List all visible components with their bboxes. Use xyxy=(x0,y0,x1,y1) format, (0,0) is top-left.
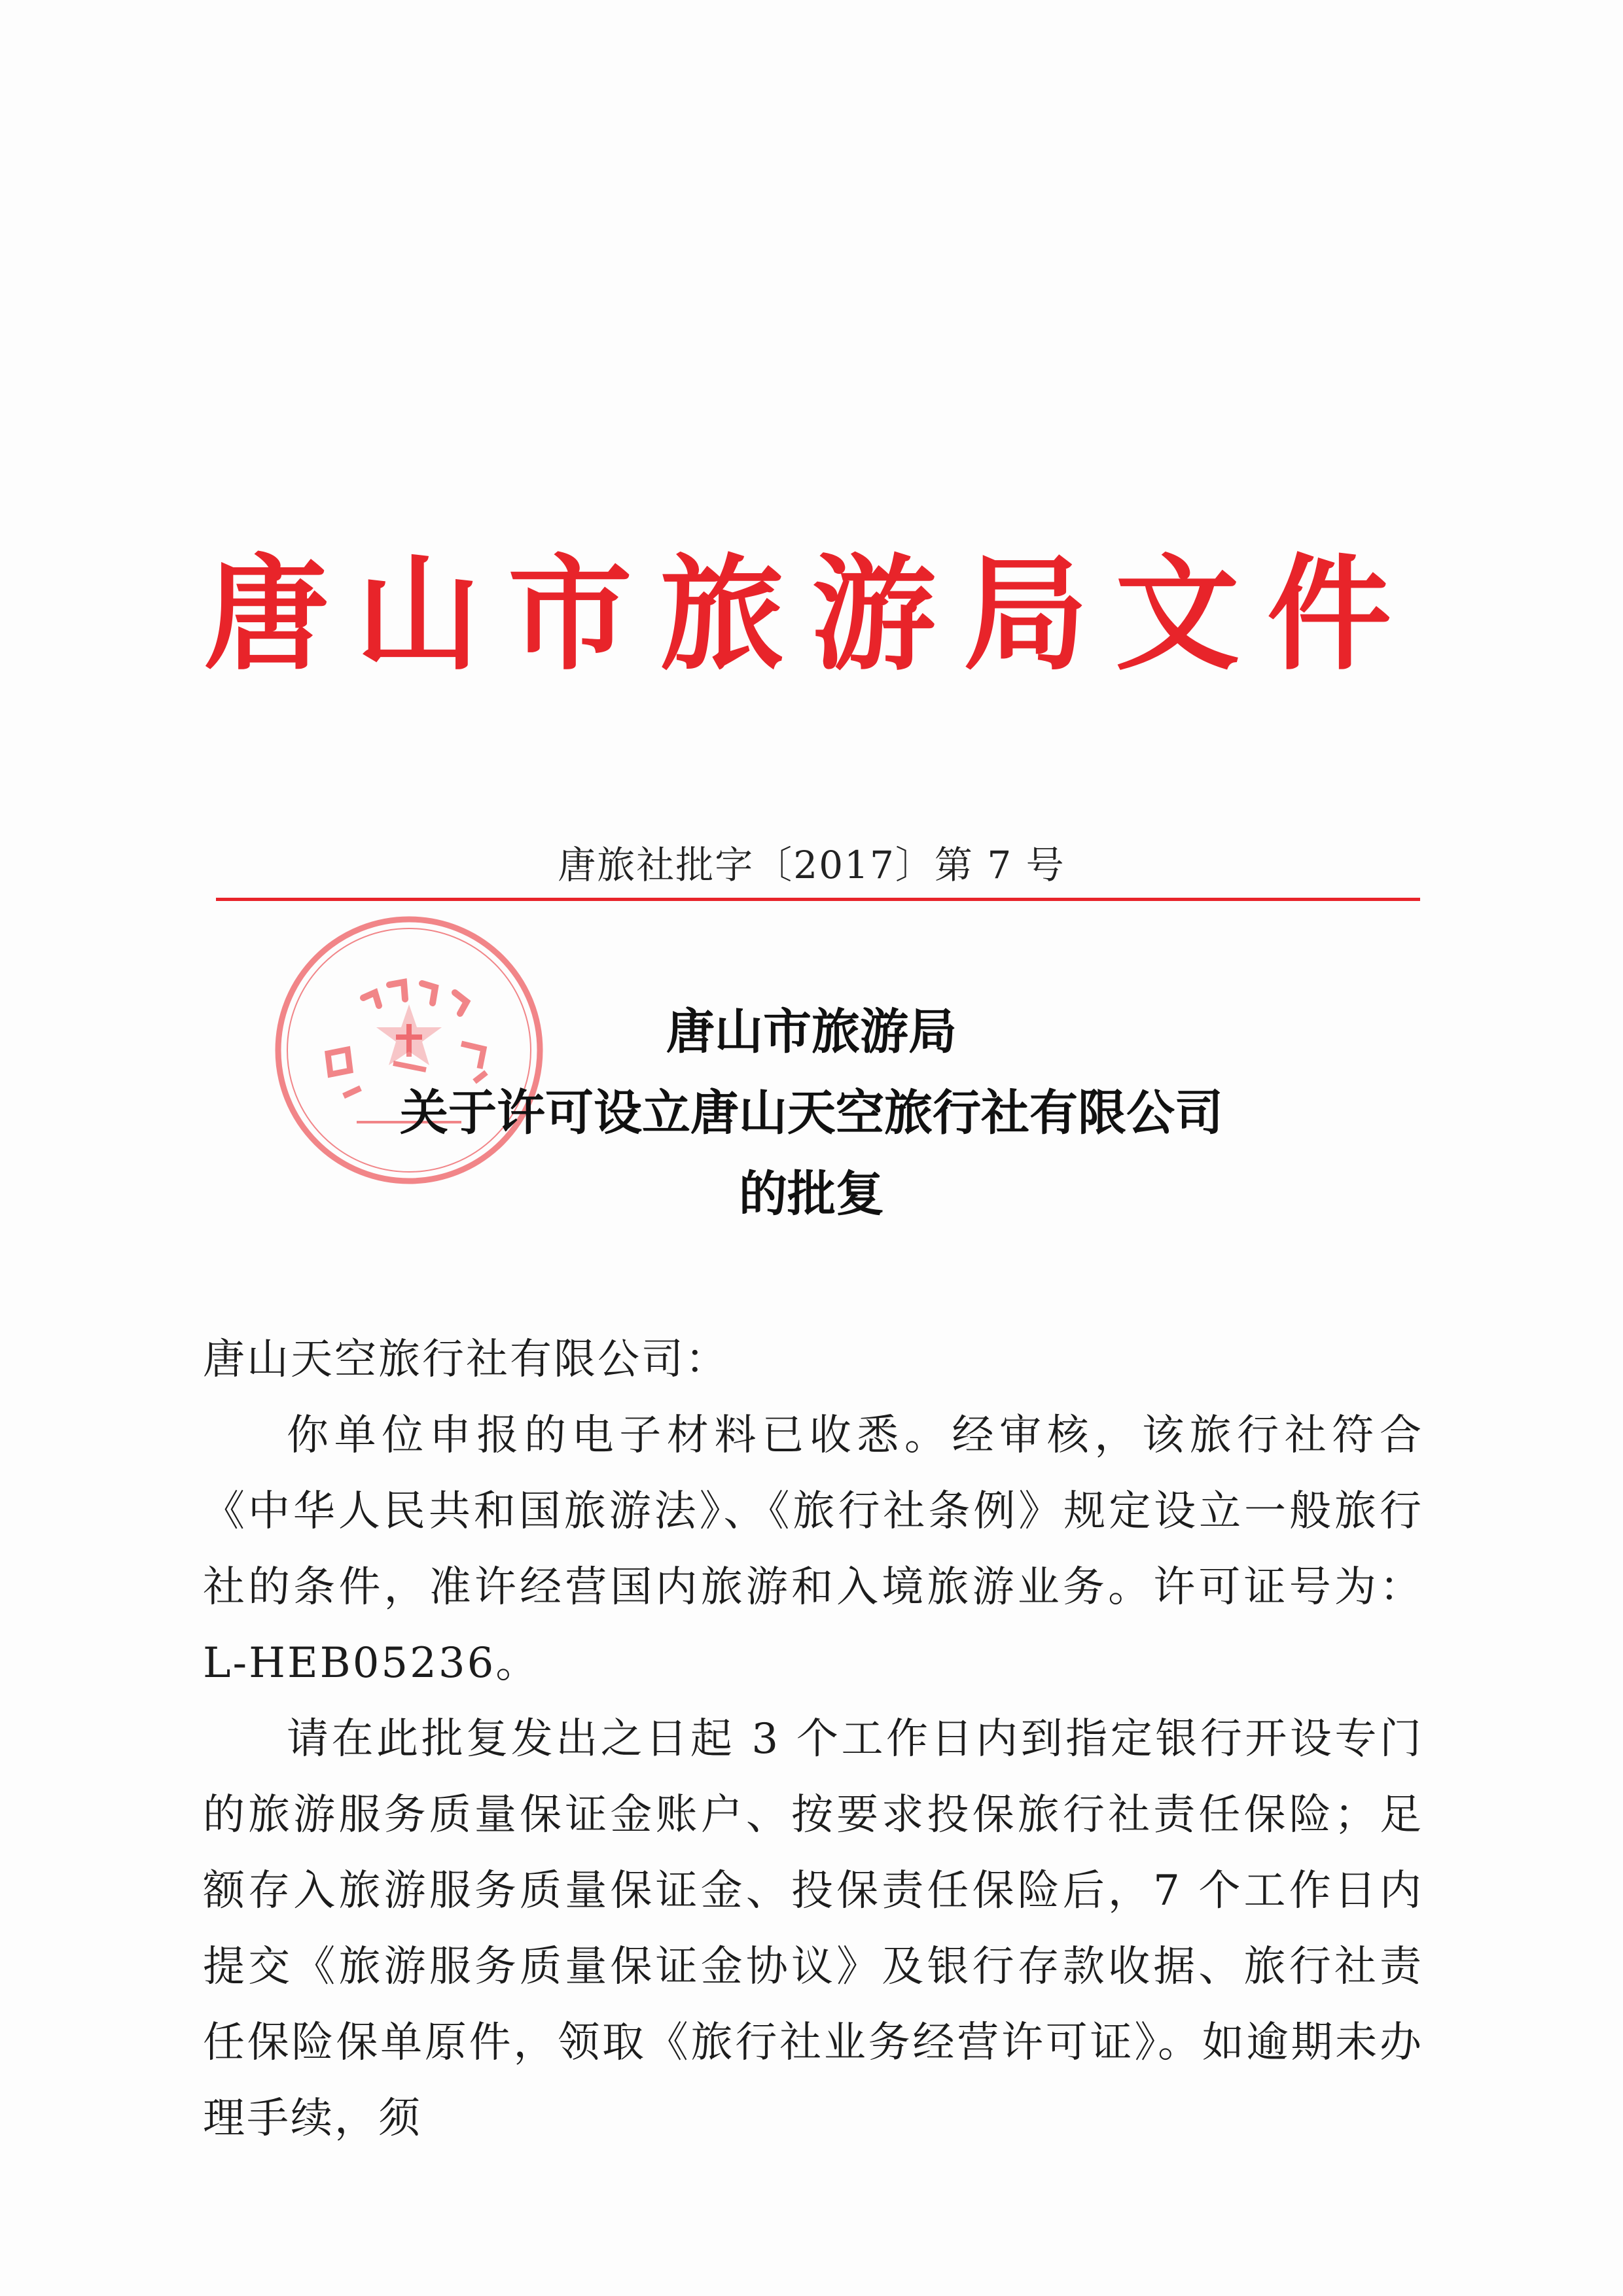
title-line-subject: 关于许可设立唐山天空旅行社有限公司 xyxy=(400,1085,1223,1141)
paragraph-requirements: 请在此批复发出之日起 3 个工作日内到指定银行开设专门的旅游服务质量保证金账户、按要求投保旅行社责任保险；足额存入旅游服务质量保证金、投保责任保险后，7 个工作日内提交《旅游服务质量保证金协议》及银行存款收据、旅行社责任保险保单原件，领取《旅行社业务经营许可证》。如逾期未办理手续，须 xyxy=(203,1715,1423,2143)
title-line-issuer: 唐山市旅游局 xyxy=(666,1004,957,1060)
document-number: 唐旅社批字〔2017〕第 7 号 xyxy=(558,843,1065,887)
masthead-title: 唐山市旅游局文件 xyxy=(204,542,1419,687)
salutation: 唐山天空旅行社有限公司： xyxy=(203,1335,729,1384)
document-body xyxy=(203,1322,1423,2157)
paragraph-approval: 你单位申报的电子材料已收悉。经审核，该旅行社符合《中华人民共和国旅游法》、《旅行社条例》规定设立一般旅行社的条件，准许经营国内旅游和入境旅游业务。许可证号为：L-HEB05236。 xyxy=(203,1411,1423,1687)
document-title xyxy=(0,991,1623,1235)
red-divider-line xyxy=(216,898,1420,901)
title-line-type: 的批复 xyxy=(739,1166,884,1222)
